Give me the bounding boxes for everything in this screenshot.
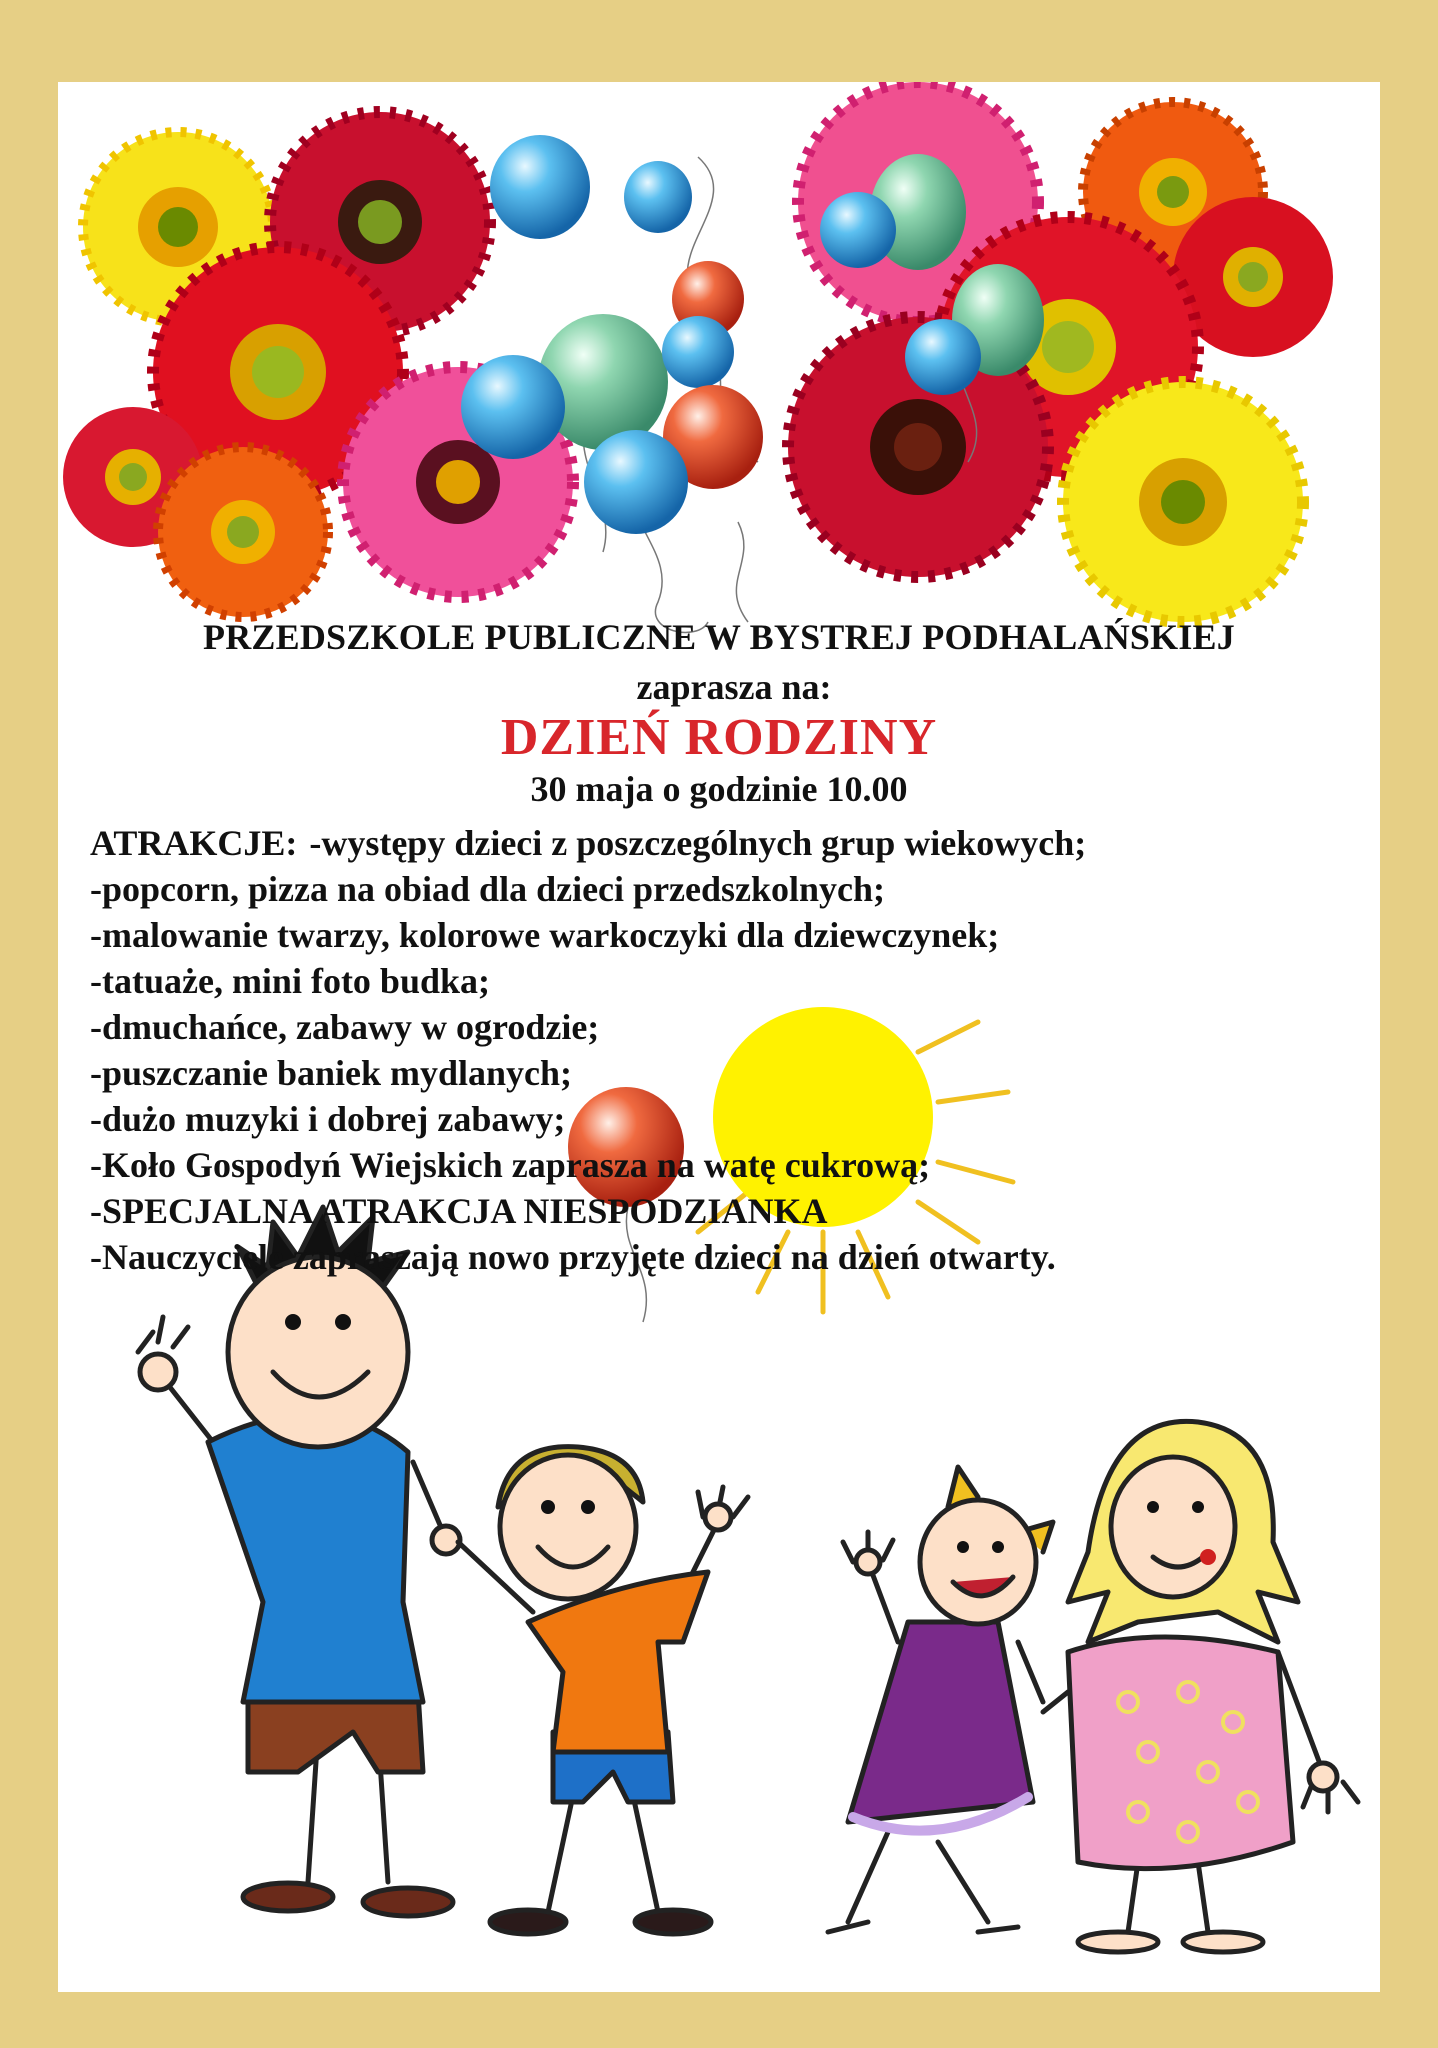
attraction-item: -Koło Gospodyń Wiejskich zaprasza na watę cukrową; bbox=[90, 1145, 931, 1185]
attraction-text: -występy dzieci z poszczególnych grup wiekowych; bbox=[309, 823, 1087, 863]
attraction-item: -dużo muzyki i dobrej zabawy; bbox=[90, 1099, 566, 1139]
attractions-heading: ATRAKCJE: bbox=[90, 823, 298, 863]
invites-label: zaprasza na: bbox=[636, 667, 832, 707]
attraction-item: -puszczanie baniek mydlanych; bbox=[90, 1053, 573, 1093]
poster-text bbox=[58, 82, 1380, 1992]
attraction-item: -tatuaże, mini foto budka; bbox=[90, 961, 491, 1001]
attraction-item: -malowanie twarzy, kolorowe warkoczyki dla dziewczynek; bbox=[90, 915, 1000, 955]
event-datetime: 30 maja o godzinie 10.00 bbox=[530, 769, 908, 809]
school-name: PRZEDSZKOLE PUBLICZNE W BYSTREJ PODHALAŃSKIEJ bbox=[203, 617, 1235, 657]
poster-sheet bbox=[58, 82, 1380, 1992]
attraction-item bbox=[90, 822, 1086, 864]
attraction-item: -SPECJALNA ATRAKCJA NIESPODZIANKA bbox=[90, 1191, 828, 1231]
attraction-item: -popcorn, pizza na obiad dla dzieci przedszkolnych; bbox=[90, 869, 886, 909]
event-title: DZIEŃ RODZINY bbox=[500, 709, 938, 766]
attraction-item: -Nauczyciele zapraszają nowo przyjęte dzieci na dzień otwarty. bbox=[90, 1237, 1056, 1277]
attraction-item: -dmuchańce, zabawy w ogrodzie; bbox=[90, 1007, 600, 1047]
